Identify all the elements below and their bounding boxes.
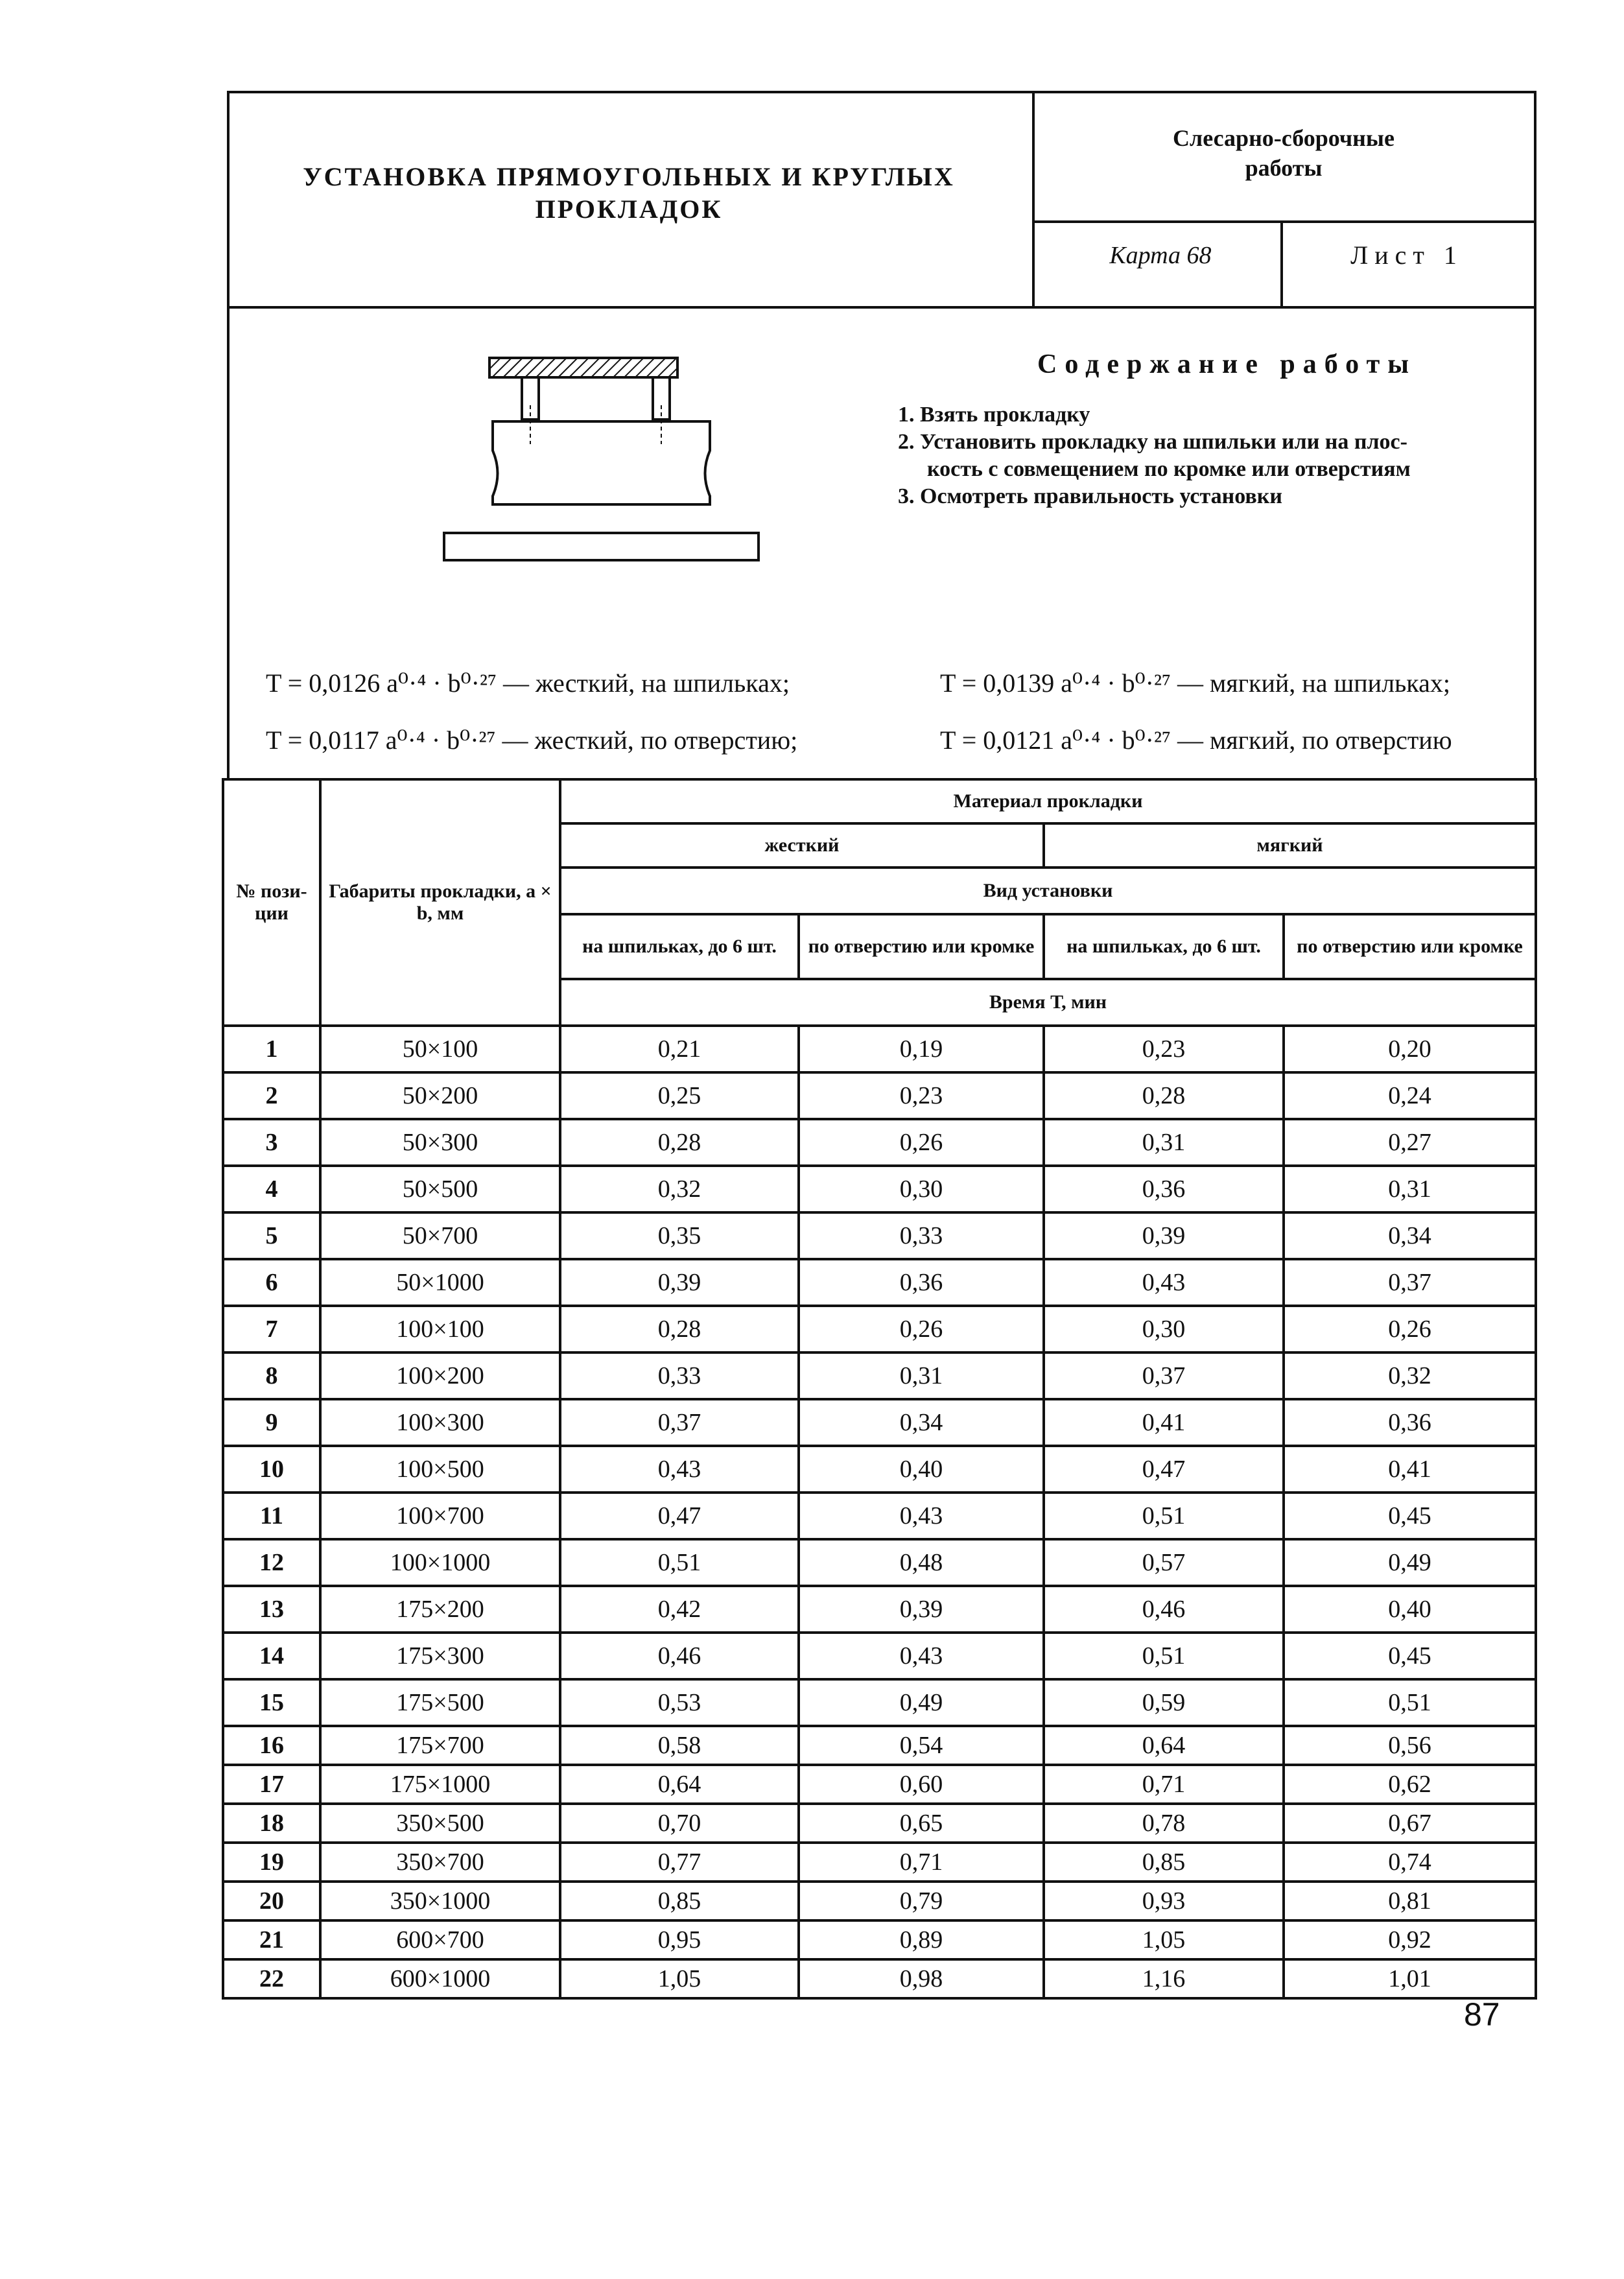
table-row — [223, 1493, 1536, 1539]
cell-soft-hole: 0,41 — [1284, 1446, 1536, 1493]
cell-soft-studs: 0,28 — [1044, 1072, 1284, 1119]
cell-soft-hole: 0,74 — [1284, 1843, 1536, 1882]
cell-rigid-hole: 0,54 — [799, 1726, 1044, 1765]
cell-rigid-hole: 0,19 — [799, 1026, 1044, 1072]
cell-rigid-hole: 0,71 — [799, 1843, 1044, 1882]
cell-soft-hole: 0,32 — [1284, 1352, 1536, 1399]
header-rigid: жесткий — [560, 823, 1044, 868]
cell-position: 5 — [223, 1212, 320, 1259]
cell-soft-studs: 0,64 — [1044, 1726, 1284, 1765]
formula-soft-studs: T = 0,0139 a⁰·⁴ · b⁰·²⁷ — мягкий, на шпильках; — [940, 668, 1450, 698]
cell-rigid-hole: 0,30 — [799, 1166, 1044, 1212]
cell-rigid-studs: 0,28 — [560, 1119, 799, 1166]
cell-size: 50×1000 — [320, 1259, 560, 1306]
column-header-size: Габариты прокладки, a × b, мм — [320, 779, 560, 1026]
cell-size: 175×300 — [320, 1633, 560, 1679]
cell-rigid-hole: 0,26 — [799, 1306, 1044, 1352]
cell-rigid-studs: 0,47 — [560, 1493, 799, 1539]
header-title-divider — [1032, 91, 1035, 307]
step-2: 2. Установить прокладку на шпильки или на плос- — [898, 430, 1407, 454]
formula-rigid-studs: T = 0,0126 a⁰·⁴ · b⁰·²⁷ — жесткий, на шпильках; — [266, 668, 790, 698]
step-1: 1. Взять прокладку — [898, 403, 1090, 427]
cell-size: 350×1000 — [320, 1882, 560, 1920]
cell-soft-studs: 0,36 — [1044, 1166, 1284, 1212]
cell-position: 20 — [223, 1882, 320, 1920]
header-soft-hole: по отверстию или кромке — [1284, 914, 1536, 979]
table-row — [223, 1166, 1536, 1212]
formula-soft-hole: T = 0,0121 a⁰·⁴ · b⁰·²⁷ — мягкий, по отверстию — [940, 726, 1452, 755]
cell-soft-studs: 0,37 — [1044, 1352, 1284, 1399]
header-bottom-border — [227, 306, 1536, 309]
cell-soft-studs: 0,93 — [1044, 1882, 1284, 1920]
cell-position: 21 — [223, 1920, 320, 1959]
cell-soft-hole: 0,31 — [1284, 1166, 1536, 1212]
table-row — [223, 1072, 1536, 1119]
header-install-type: Вид установки — [560, 868, 1536, 914]
gasket-shape — [489, 358, 677, 377]
cell-soft-studs: 1,16 — [1044, 1959, 1284, 1998]
cell-position: 7 — [223, 1306, 320, 1352]
work-category — [1037, 123, 1530, 183]
installation-time-table — [222, 778, 1537, 2000]
work-content-title: Содержание работы — [1037, 349, 1417, 379]
cell-soft-hole: 0,34 — [1284, 1212, 1536, 1259]
cell-soft-hole: 0,62 — [1284, 1765, 1536, 1804]
table-row — [223, 1306, 1536, 1352]
cell-soft-hole: 1,01 — [1284, 1959, 1536, 1998]
cell-soft-studs: 0,71 — [1044, 1765, 1284, 1804]
cell-soft-studs: 0,46 — [1044, 1586, 1284, 1633]
table-row — [223, 1539, 1536, 1586]
header-left-border — [227, 91, 229, 778]
cell-position: 18 — [223, 1804, 320, 1843]
cell-soft-hole: 0,56 — [1284, 1726, 1536, 1765]
cell-size: 175×1000 — [320, 1765, 560, 1804]
cell-rigid-hole: 0,40 — [799, 1446, 1044, 1493]
cell-position: 13 — [223, 1586, 320, 1633]
header-soft: мягкий — [1044, 823, 1536, 868]
cell-soft-hole: 0,67 — [1284, 1804, 1536, 1843]
cell-position: 1 — [223, 1026, 320, 1072]
card-number: Карта 68 — [1109, 242, 1212, 269]
cell-rigid-studs: 0,28 — [560, 1306, 799, 1352]
cell-size: 100×500 — [320, 1446, 560, 1493]
cell-rigid-studs: 0,43 — [560, 1446, 799, 1493]
header-soft-studs: на шпильках, до 6 шт. — [1044, 914, 1284, 979]
step-3: 3. Осмотреть правильность установки — [898, 484, 1282, 508]
cell-position: 2 — [223, 1072, 320, 1119]
cell-size: 50×200 — [320, 1072, 560, 1119]
table-row — [223, 1726, 1536, 1765]
cell-size: 350×500 — [320, 1804, 560, 1843]
header-card-divider — [1280, 220, 1283, 307]
table-row — [223, 1804, 1536, 1843]
cell-position: 3 — [223, 1119, 320, 1166]
table-row — [223, 1633, 1536, 1679]
cell-soft-studs: 0,43 — [1044, 1259, 1284, 1306]
cell-soft-studs: 0,78 — [1044, 1804, 1284, 1843]
cell-rigid-hole: 0,89 — [799, 1920, 1044, 1959]
cell-soft-hole: 0,20 — [1284, 1026, 1536, 1072]
cell-rigid-studs: 0,46 — [560, 1633, 799, 1679]
cell-soft-hole: 0,36 — [1284, 1399, 1536, 1446]
cell-size: 175×200 — [320, 1586, 560, 1633]
cell-rigid-studs: 0,42 — [560, 1586, 799, 1633]
table-row — [223, 1446, 1536, 1493]
cell-soft-hole: 0,26 — [1284, 1306, 1536, 1352]
cell-soft-studs: 0,51 — [1044, 1633, 1284, 1679]
cell-rigid-studs: 0,33 — [560, 1352, 799, 1399]
cell-rigid-hole: 0,34 — [799, 1399, 1044, 1446]
cell-soft-hole: 0,92 — [1284, 1920, 1536, 1959]
cell-size: 100×200 — [320, 1352, 560, 1399]
cell-soft-studs: 0,47 — [1044, 1446, 1284, 1493]
base-plate — [444, 533, 759, 560]
cell-rigid-studs: 0,51 — [560, 1539, 799, 1586]
cell-size: 50×100 — [320, 1026, 560, 1072]
cell-position: 22 — [223, 1959, 320, 1998]
cell-rigid-studs: 0,70 — [560, 1804, 799, 1843]
cell-rigid-studs: 0,39 — [560, 1259, 799, 1306]
part-body — [493, 421, 710, 504]
cell-position: 10 — [223, 1446, 320, 1493]
title-line-1: УСТАНОВКА ПРЯМОУГОЛЬНЫХ И КРУГЛЫХ — [303, 162, 955, 191]
cell-rigid-hole: 0,26 — [799, 1119, 1044, 1166]
cell-rigid-studs: 0,95 — [560, 1920, 799, 1959]
cell-rigid-studs: 0,35 — [560, 1212, 799, 1259]
cell-size: 100×300 — [320, 1399, 560, 1446]
cell-soft-studs: 0,51 — [1044, 1493, 1284, 1539]
cell-position: 16 — [223, 1726, 320, 1765]
cell-position: 12 — [223, 1539, 320, 1586]
cell-rigid-studs: 1,05 — [560, 1959, 799, 1998]
cell-soft-hole: 0,51 — [1284, 1679, 1536, 1726]
sheet-number: Лист 1 — [1350, 241, 1463, 270]
cell-position: 17 — [223, 1765, 320, 1804]
cell-rigid-studs: 0,32 — [560, 1166, 799, 1212]
cell-rigid-hole: 0,48 — [799, 1539, 1044, 1586]
document-title — [272, 161, 985, 226]
category-line-1: Слесарно-сборочные — [1173, 125, 1395, 151]
table-row — [223, 1212, 1536, 1259]
cell-rigid-hole: 0,43 — [799, 1493, 1044, 1539]
cell-position: 4 — [223, 1166, 320, 1212]
cell-soft-studs: 0,23 — [1044, 1026, 1284, 1072]
gasket-installation-drawing — [415, 344, 778, 577]
category-line-2: работы — [1245, 155, 1323, 181]
cell-size: 100×100 — [320, 1306, 560, 1352]
cell-position: 9 — [223, 1399, 320, 1446]
cell-soft-studs: 0,57 — [1044, 1539, 1284, 1586]
cell-size: 600×700 — [320, 1920, 560, 1959]
table-row — [223, 1679, 1536, 1726]
cell-rigid-studs: 0,37 — [560, 1399, 799, 1446]
formula-rigid-hole: T = 0,0117 a⁰·⁴ · b⁰·²⁷ — жесткий, по отверстию; — [266, 726, 798, 755]
cell-rigid-hole: 0,65 — [799, 1804, 1044, 1843]
header-time: Время Т, мин — [560, 979, 1536, 1026]
cell-size: 50×500 — [320, 1166, 560, 1212]
cell-rigid-studs: 0,53 — [560, 1679, 799, 1726]
cell-size: 100×1000 — [320, 1539, 560, 1586]
cell-position: 14 — [223, 1633, 320, 1679]
cell-rigid-hole: 0,31 — [799, 1352, 1044, 1399]
cell-rigid-hole: 0,33 — [799, 1212, 1044, 1259]
cell-size: 175×500 — [320, 1679, 560, 1726]
cell-soft-hole: 0,37 — [1284, 1259, 1536, 1306]
cell-rigid-hole: 0,49 — [799, 1679, 1044, 1726]
cell-rigid-hole: 0,98 — [799, 1959, 1044, 1998]
cell-soft-studs: 0,30 — [1044, 1306, 1284, 1352]
table-row — [223, 1882, 1536, 1920]
header-rigid-studs: на шпильках, до 6 шт. — [560, 914, 799, 979]
cell-soft-hole: 0,49 — [1284, 1539, 1536, 1586]
cell-soft-studs: 0,59 — [1044, 1679, 1284, 1726]
table-row — [223, 1959, 1536, 1998]
cell-rigid-studs: 0,21 — [560, 1026, 799, 1072]
cell-soft-hole: 0,45 — [1284, 1493, 1536, 1539]
cell-position: 6 — [223, 1259, 320, 1306]
cell-size: 50×300 — [320, 1119, 560, 1166]
cell-rigid-hole: 0,23 — [799, 1072, 1044, 1119]
header-top-border — [227, 91, 1536, 93]
cell-rigid-hole: 0,36 — [799, 1259, 1044, 1306]
cell-size: 175×700 — [320, 1726, 560, 1765]
cell-rigid-studs: 0,85 — [560, 1882, 799, 1920]
header-rigid-hole: по отверстию или кромке — [799, 914, 1044, 979]
cell-size: 350×700 — [320, 1843, 560, 1882]
cell-soft-hole: 0,45 — [1284, 1633, 1536, 1679]
cell-size: 50×700 — [320, 1212, 560, 1259]
cell-rigid-studs: 0,58 — [560, 1726, 799, 1765]
table-row — [223, 1843, 1536, 1882]
column-header-position: № пози-ции — [223, 779, 320, 1026]
cell-soft-studs: 0,41 — [1044, 1399, 1284, 1446]
table-row — [223, 1259, 1536, 1306]
cell-position: 8 — [223, 1352, 320, 1399]
table-body — [223, 1026, 1536, 1998]
cell-rigid-hole: 0,43 — [799, 1633, 1044, 1679]
cell-size: 100×700 — [320, 1493, 560, 1539]
cell-soft-hole: 0,40 — [1284, 1586, 1536, 1633]
table-row — [223, 1586, 1536, 1633]
table-row — [223, 1026, 1536, 1072]
cell-soft-studs: 0,39 — [1044, 1212, 1284, 1259]
page-number: 87 — [1464, 1996, 1500, 2033]
cell-soft-studs: 0,85 — [1044, 1843, 1284, 1882]
cell-soft-hole: 0,27 — [1284, 1119, 1536, 1166]
cell-rigid-studs: 0,64 — [560, 1765, 799, 1804]
cell-soft-studs: 1,05 — [1044, 1920, 1284, 1959]
cell-soft-studs: 0,31 — [1044, 1119, 1284, 1166]
table-row — [223, 1352, 1536, 1399]
table-row — [223, 1920, 1536, 1959]
cell-position: 19 — [223, 1843, 320, 1882]
cell-rigid-hole: 0,60 — [799, 1765, 1044, 1804]
cell-position: 15 — [223, 1679, 320, 1726]
cell-position: 11 — [223, 1493, 320, 1539]
title-line-2: ПРОКЛАДОК — [535, 195, 723, 224]
cell-rigid-hole: 0,79 — [799, 1882, 1044, 1920]
step-2-continued: кость с совмещением по кромке или отверстиям — [927, 457, 1411, 481]
cell-size: 600×1000 — [320, 1959, 560, 1998]
table-row — [223, 1119, 1536, 1166]
table-row — [223, 1765, 1536, 1804]
table-row — [223, 1399, 1536, 1446]
header-right-border — [1534, 91, 1536, 778]
header-material: Материал прокладки — [560, 779, 1536, 823]
cell-rigid-hole: 0,39 — [799, 1586, 1044, 1633]
cell-soft-hole: 0,24 — [1284, 1072, 1536, 1119]
cell-soft-hole: 0,81 — [1284, 1882, 1536, 1920]
cell-rigid-studs: 0,77 — [560, 1843, 799, 1882]
header-category-divider — [1034, 220, 1536, 223]
cell-rigid-studs: 0,25 — [560, 1072, 799, 1119]
